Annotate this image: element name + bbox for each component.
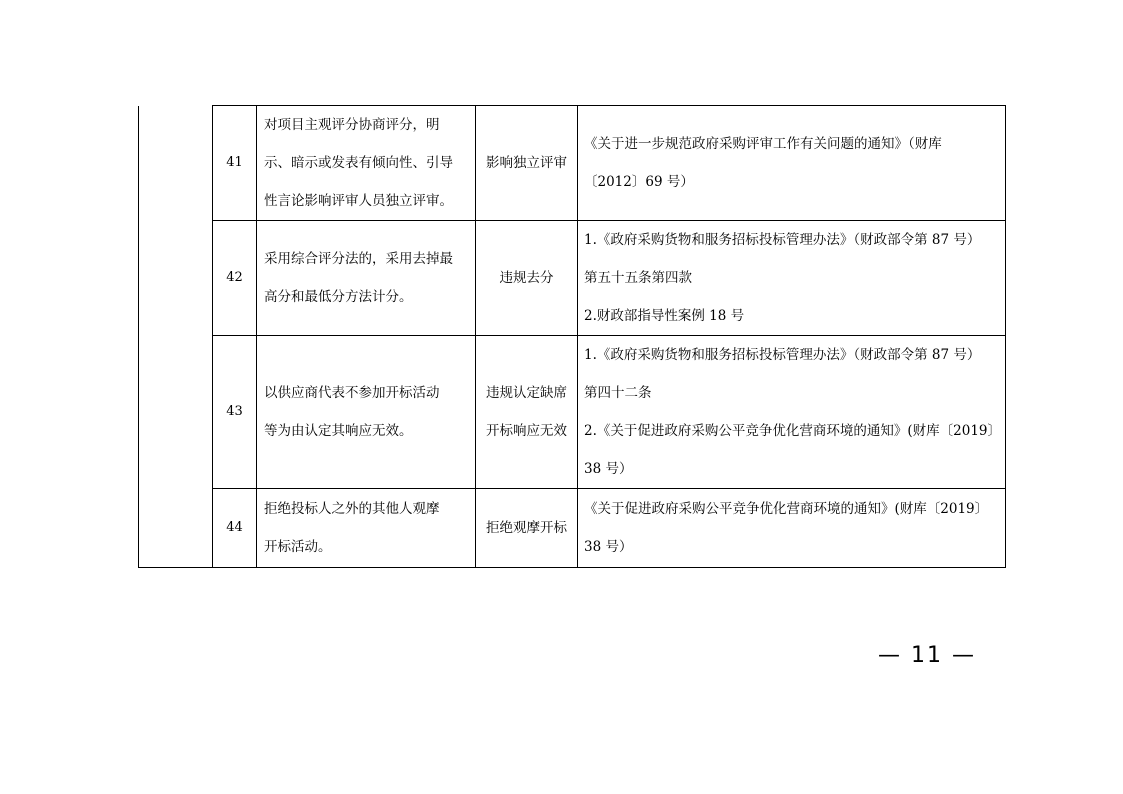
violation-type-line: 违规认定缺席	[486, 385, 567, 401]
description-line: 等为由认定其响应无效。	[264, 423, 413, 439]
legal-basis-line: 《关于进一步规范政府采购评审工作有关问题的通知》（财库	[584, 136, 942, 152]
row-number: 44	[213, 489, 257, 568]
legal-basis-line: 1.《政府采购货物和服务招标投标管理办法》（财政部令第 87 号）	[584, 232, 981, 248]
regulation-table	[138, 105, 1006, 568]
description-line: 采用综合评分法的，采用去掉最	[264, 251, 453, 267]
violation-type-cell	[476, 106, 578, 221]
legal-basis-line: 2.财政部指导性案例 18 号	[584, 308, 745, 324]
table-row	[139, 489, 1006, 568]
row-number: 41	[213, 106, 257, 221]
description-cell	[257, 336, 476, 489]
legal-basis-cell	[578, 336, 1006, 489]
legal-basis-cell	[578, 221, 1006, 336]
description-line: 示、暗示或发表有倾向性、引导	[264, 155, 453, 171]
description-cell	[257, 106, 476, 221]
legal-basis-line: 2.《关于促进政府采购公平竞争优化营商环境的通知》(财库〔2019〕	[584, 423, 1002, 439]
violation-type-line: 开标响应无效	[486, 423, 567, 439]
violation-type-line: 违规去分	[499, 270, 554, 286]
description-line: 开标活动。	[264, 539, 332, 555]
table-row	[139, 106, 1006, 221]
legal-basis-line: 第五十五条第四款	[584, 270, 692, 286]
description-line: 以供应商代表不参加开标活动	[264, 385, 440, 401]
row-number: 42	[213, 221, 257, 336]
violation-type-line: 拒绝观摩开标	[486, 520, 567, 536]
description-line: 对项目主观评分协商评分，明	[264, 117, 440, 133]
page-number: — 11 —	[878, 643, 976, 668]
description-line: 性言论影响评审人员独立评审。	[264, 193, 453, 209]
row-number: 43	[213, 336, 257, 489]
table-row	[139, 336, 1006, 489]
table-row	[139, 221, 1006, 336]
legal-basis-line: 《关于促进政府采购公平竞争优化营商环境的通知》(财库〔2019〕	[584, 501, 989, 517]
legal-basis-line: 38 号）	[584, 461, 633, 477]
description-cell	[257, 221, 476, 336]
violation-type-cell	[476, 489, 578, 568]
legal-basis-line: 〔2012〕69 号）	[584, 174, 694, 190]
description-cell	[257, 489, 476, 568]
violation-type-cell	[476, 336, 578, 489]
description-line: 拒绝投标人之外的其他人观摩	[264, 501, 440, 517]
description-line: 高分和最低分方法计分。	[264, 289, 413, 305]
legal-basis-line: 38 号）	[584, 539, 633, 555]
legal-basis-cell	[578, 489, 1006, 568]
legal-basis-line: 1.《政府采购货物和服务招标投标管理办法》（财政部令第 87 号）	[584, 347, 981, 363]
violation-type-cell	[476, 221, 578, 336]
category-cell	[139, 106, 213, 568]
violation-type-line: 影响独立评审	[486, 155, 567, 171]
legal-basis-line: 第四十二条	[584, 385, 652, 401]
legal-basis-cell	[578, 106, 1006, 221]
